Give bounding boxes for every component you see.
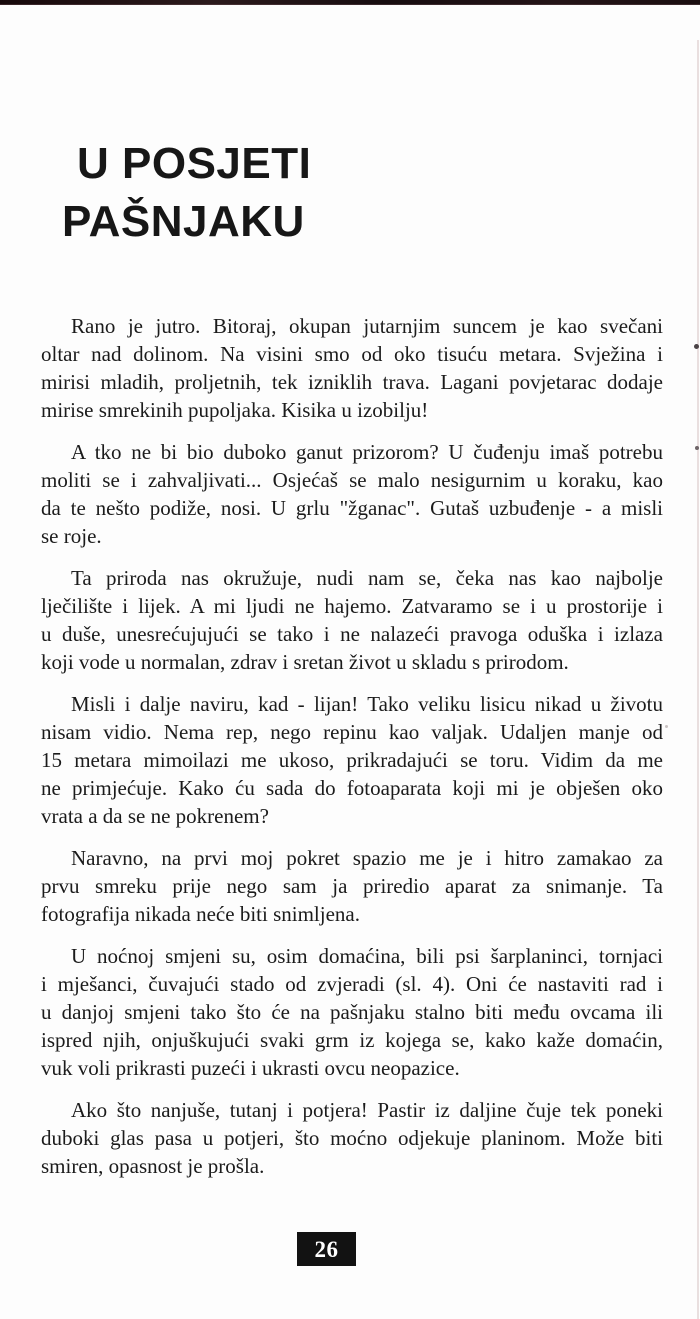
text-line: i mješanci, čuvajući stado od zvjeradi (sl. 4). Oni će nastaviti rad i (41, 972, 663, 996)
text-line: Ako što nanjuše, tutanj i potjera! Pastir iz daljine čuje tek poneki (71, 1098, 663, 1122)
text-line: vuk voli prikrasti puzeći i ukrasti ovcu neopazice. (41, 1056, 460, 1080)
text-line: da te nešto podiže, nosi. U grlu "žganac". Gutaš uzbuđenje - a misli (41, 496, 663, 520)
paragraph (41, 564, 663, 676)
text-line: U noćnoj smjeni su, osim domaćina, bili psi šarplaninci, tornjaci (71, 944, 663, 968)
text-line: smiren, opasnost je prošla. (41, 1154, 265, 1178)
text-line: Rano je jutro. Bitoraj, okupan jutarnjim suncem je kao svečani (71, 314, 663, 338)
paragraph (41, 690, 663, 830)
paragraph (41, 438, 663, 550)
text-line: nisam vidio. Nema rep, nego repinu kao valjak. Udaljen manje od (41, 720, 663, 744)
text-line: duboki glas pasa u potjeri, što moćno odjekuje planinom. Može biti (41, 1126, 663, 1150)
text-line: Ta priroda nas okružuje, nudi nam se, čeka nas kao najbolje (71, 566, 663, 590)
text-line: A tko ne bi bio duboko ganut prizorom? U čuđenju imaš potrebu (71, 440, 663, 464)
text-line: oltar nad dolinom. Na visini smo od oko tisuću metara. Svježina i (41, 342, 663, 366)
text-line: prvu smreku prije nego sam ja priredio aparat za snimanje. Ta (41, 874, 663, 898)
paragraph (41, 1096, 663, 1180)
scan-edge-right (697, 40, 699, 1319)
text-line: u duše, unesrećujujući se tako i ne nalazeći pravoga oduška i izlaza (41, 622, 663, 646)
paragraph (41, 312, 663, 424)
text-line: Naravno, na prvi moj pokret spazio me je i hitro zamakao za (71, 846, 663, 870)
text-line: vrata a da se ne pokrenem? (41, 804, 269, 828)
text-line: koji vode u normalan, zdrav i sretan život u skladu s prirodom. (41, 650, 569, 674)
text-line: ne primjećuje. Kako ću sada do fotoaparata koji mi je obješen oko (41, 776, 663, 800)
text-line: 15 metara mimoilazi me ukoso, prikradajući se toru. Vidim da me (41, 748, 663, 772)
scan-speck (694, 344, 699, 349)
page-number: 26 (314, 1236, 339, 1262)
scan-speck (665, 725, 668, 728)
text-line: Misli i dalje naviru, kad - lijan! Tako veliku lisicu nikad u životu (71, 692, 663, 716)
text-line: se roje. (41, 524, 102, 548)
chapter-title-line-2: PAŠNJAKU (62, 197, 305, 246)
text-line: ispred njih, onjuškujući svaki grm iz kojega se, kako kaže domaćin, (41, 1028, 663, 1052)
text-line: fotografija nikada neće biti snimljena. (41, 902, 360, 926)
page-body (41, 312, 663, 1194)
text-line: u danjoj smjeni tako što će na pašnjaku stalno biti među ovcama ili (41, 1000, 663, 1024)
chapter-title (62, 135, 311, 251)
paragraph (41, 844, 663, 928)
paragraph (41, 942, 663, 1082)
text-line: mirise smrekinih pupoljaka. Kisika u izobilju! (41, 398, 429, 422)
scan-speck (695, 446, 699, 450)
text-line: mirisi mladih, proljetnih, tek izniklih trava. Lagani povjetarac dodaje (41, 370, 663, 394)
page-number-box (297, 1232, 356, 1266)
text-line: lječilište i lijek. A mi ljudi ne hajemo. Zatvaramo se i u prostorije i (41, 594, 663, 618)
chapter-title-line-1: U POSJETI (77, 139, 312, 188)
text-line: moliti se i zahvaljivati... Osjećaš se malo nesigurnim u koraku, kao (41, 468, 663, 492)
scan-edge-top (0, 0, 700, 5)
